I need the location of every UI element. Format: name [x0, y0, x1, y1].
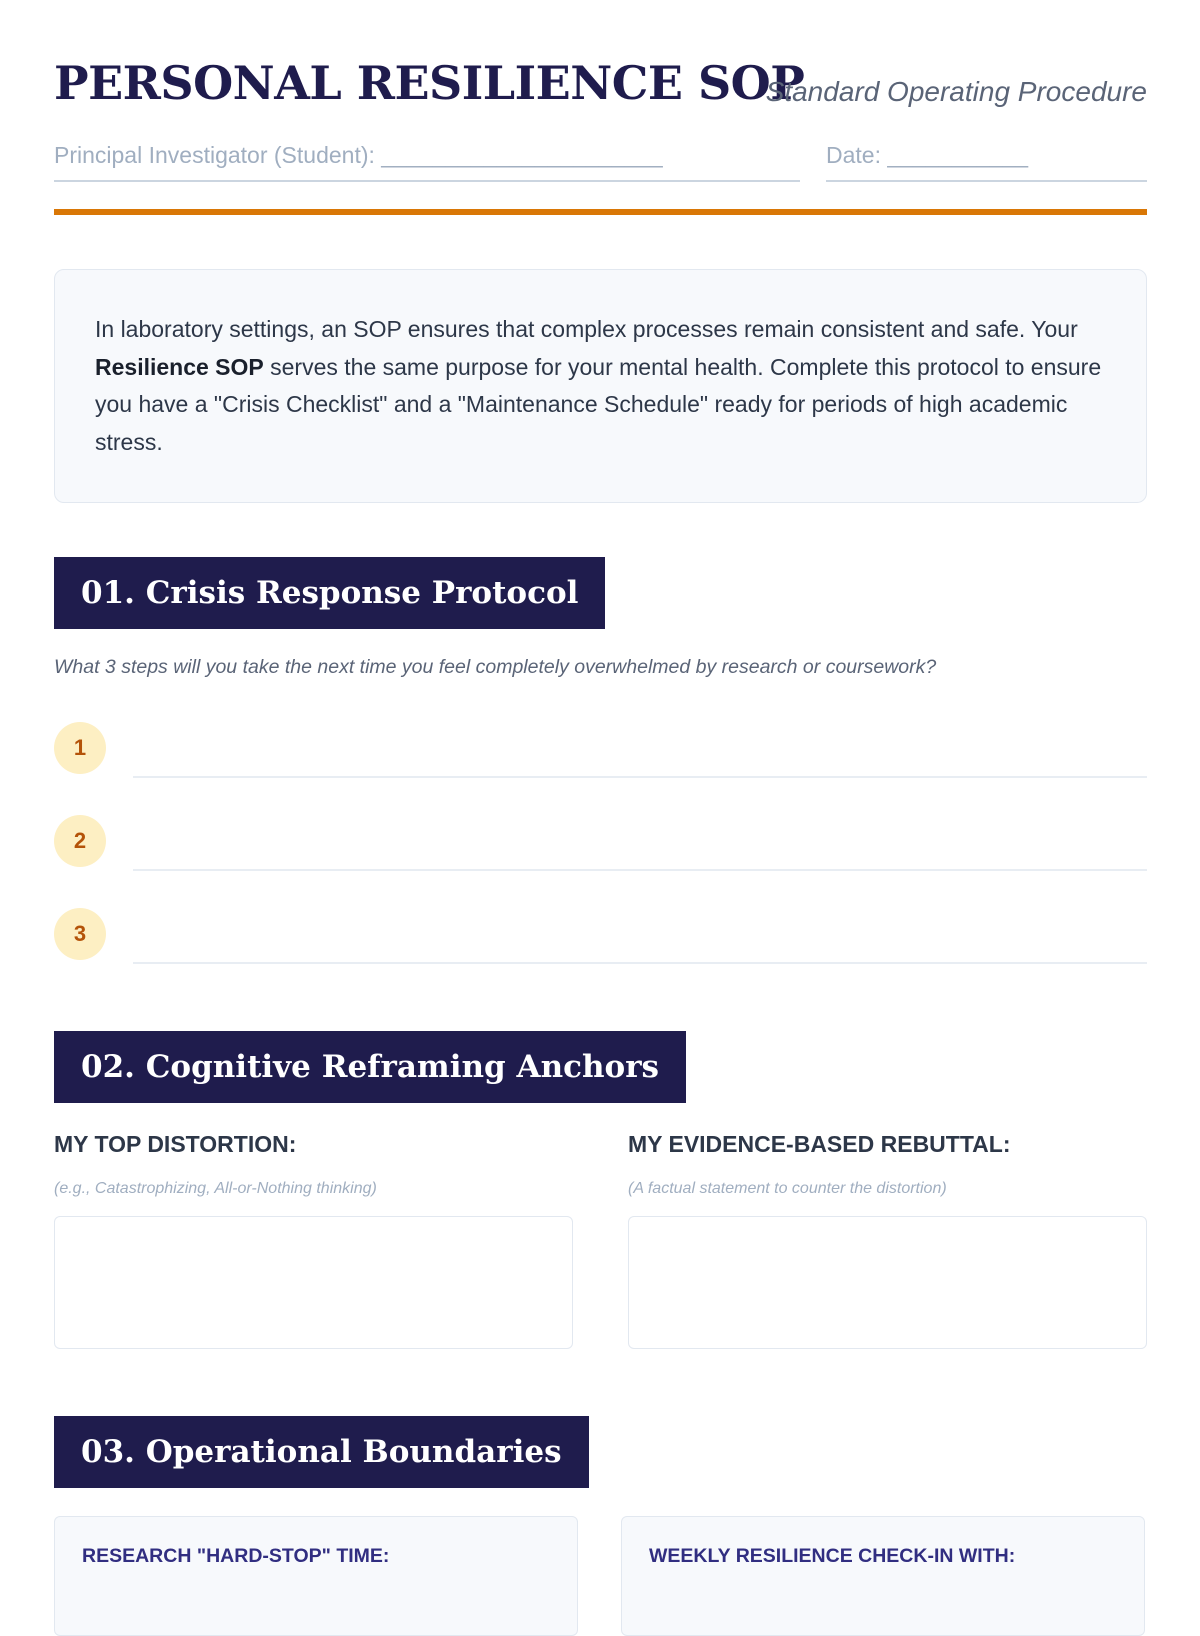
date-field[interactable]: Date: ___________: [826, 142, 1147, 182]
step-answer-line[interactable]: [133, 869, 1147, 871]
rebuttal-hint: (A factual statement to counter the distortion): [628, 1180, 947, 1197]
page-title: PERSONAL RESILIENCE SOP: [54, 56, 805, 110]
hard-stop-card[interactable]: [54, 1516, 578, 1636]
section-3-heading: 03. Operational Boundaries: [54, 1416, 589, 1488]
section-1-heading: 01. Crisis Response Protocol: [54, 557, 605, 629]
step-number-badge: 1: [54, 722, 106, 774]
check-in-label: WEEKLY RESILIENCE CHECK-IN WITH:: [649, 1545, 1016, 1567]
intro-box: [54, 269, 1147, 503]
page-subtitle: Standard Operating Procedure: [765, 76, 1147, 107]
step-number-badge: 3: [54, 908, 106, 960]
hard-stop-label: RESEARCH "HARD-STOP" TIME:: [82, 1545, 390, 1567]
intro-text-before: In laboratory settings, an SOP ensures that complex processes remain consistent and safe. Your: [95, 316, 1078, 342]
step-answer-line[interactable]: [133, 962, 1147, 964]
step-number-badge: 2: [54, 815, 106, 867]
distortion-label: MY TOP DISTORTION:: [54, 1131, 297, 1157]
intro-bold: Resilience SOP: [95, 353, 264, 380]
rebuttal-label: MY EVIDENCE-BASED REBUTTAL:: [628, 1131, 1011, 1157]
step-row[interactable]: [54, 904, 1147, 964]
header-accent-rule: [54, 209, 1147, 215]
rebuttal-input[interactable]: [628, 1216, 1147, 1349]
investigator-field[interactable]: Principal Investigator (Student): ______________________: [54, 142, 800, 182]
section-1-prompt: What 3 steps will you take the next time you feel completely overwhelmed by research or coursework?: [54, 656, 937, 678]
step-answer-line[interactable]: [133, 776, 1147, 778]
intro-text-after: serves the same purpose for your mental health. Complete this protocol to ensure you have a "Crisis Checklist" and a "Maintenance Schedule" ready for periods of high academic stress.: [95, 353, 1102, 455]
step-row[interactable]: [54, 811, 1147, 871]
check-in-card[interactable]: [621, 1516, 1145, 1636]
distortion-input[interactable]: [54, 1216, 573, 1349]
distortion-hint: (e.g., Catastrophizing, All-or-Nothing thinking): [54, 1180, 377, 1197]
step-row[interactable]: [54, 718, 1147, 778]
section-2-heading: 02. Cognitive Reframing Anchors: [54, 1031, 686, 1103]
